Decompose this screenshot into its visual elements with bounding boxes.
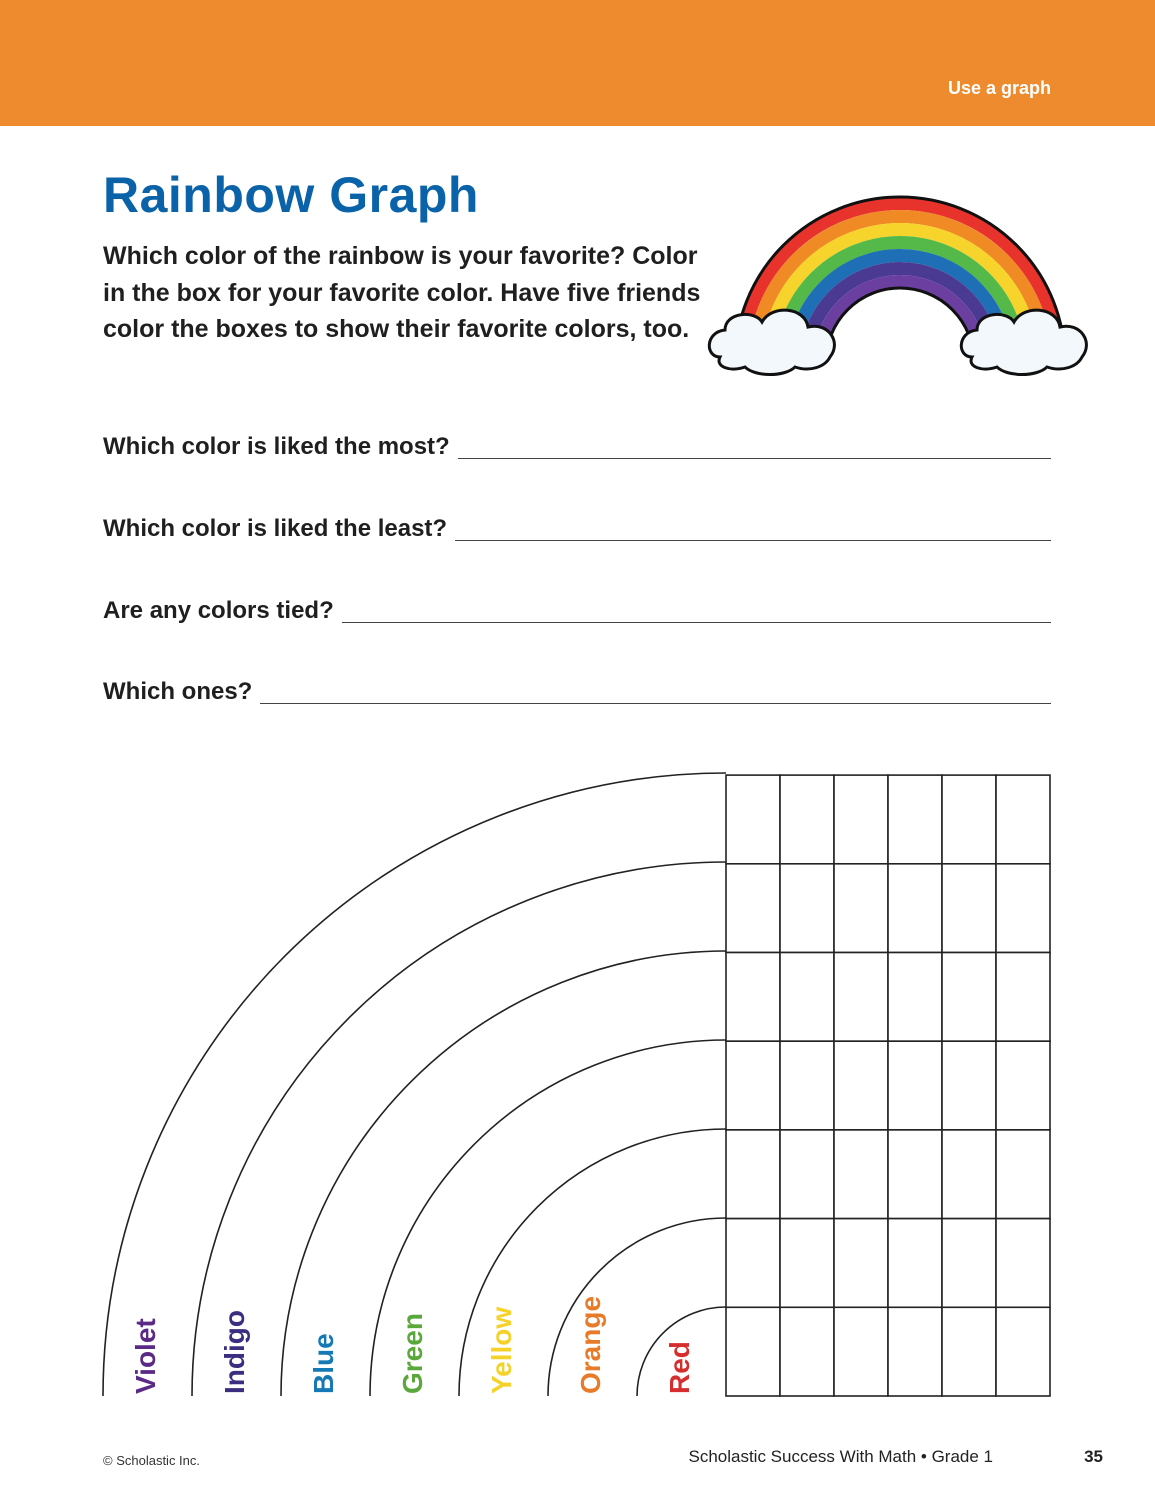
graph-box[interactable] [888,1041,942,1130]
graph-box[interactable] [888,1219,942,1308]
band-label-blue: Blue [307,1333,339,1394]
graph-box[interactable] [834,775,888,864]
graph-box[interactable] [996,953,1050,1042]
graph-box[interactable] [726,1041,780,1130]
graph-box[interactable] [834,1219,888,1308]
graph-box[interactable] [726,1307,780,1396]
graph-box[interactable] [834,1307,888,1396]
question-text: Which color is liked the least? [103,515,448,542]
header-tag: Use a graph [947,78,1051,98]
graph-box[interactable] [780,775,834,864]
graph-box[interactable] [726,864,780,953]
graph-box[interactable] [780,953,834,1042]
band-label-red: Red [663,1341,695,1394]
band-label-violet: Violet [129,1318,161,1394]
graph-box[interactable] [888,1307,942,1396]
graph-box[interactable] [726,1219,780,1308]
graph-box[interactable] [780,1130,834,1219]
graph-box[interactable] [726,1130,780,1219]
instructions: Which color of the rainbow is your favorite? Color in the box for your favorite color. Have five friends color the boxes to show their favorite colors, too. [103,242,701,343]
page-title: Rainbow Graph [103,167,479,223]
graph-box[interactable] [942,1041,996,1130]
graph-box[interactable] [888,953,942,1042]
copyright: © Scholastic Inc. [103,1453,201,1468]
graph-box[interactable] [942,1130,996,1219]
graph-box[interactable] [834,953,888,1042]
graph-box[interactable] [996,1307,1050,1396]
graph-arc [103,773,726,1396]
graph-box[interactable] [834,1041,888,1130]
graph-box[interactable] [888,864,942,953]
graph-box[interactable] [996,1130,1050,1219]
graph-box[interactable] [996,864,1050,953]
graph-box[interactable] [996,775,1050,864]
band-label-indigo: Indigo [218,1310,250,1394]
graph-arc [192,862,726,1396]
question-text: Are any colors tied? [103,597,334,624]
band-label-orange: Orange [574,1295,606,1394]
graph-box[interactable] [726,775,780,864]
graph-box[interactable] [834,1130,888,1219]
graph-box[interactable] [942,775,996,864]
band-label-yellow: Yellow [485,1306,517,1394]
graph-box[interactable] [942,953,996,1042]
graph-box[interactable] [726,953,780,1042]
graph-box[interactable] [780,1219,834,1308]
graph-box[interactable] [834,864,888,953]
band-label-green: Green [396,1313,428,1394]
graph-box[interactable] [942,864,996,953]
graph-box[interactable] [780,1307,834,1396]
page-number: 35 [1084,1447,1103,1466]
graph-box[interactable] [888,1130,942,1219]
graph-box[interactable] [780,1041,834,1130]
book-title: Scholastic Success With Math • Grade 1 [688,1447,993,1466]
graph-box[interactable] [996,1041,1050,1130]
graph-box[interactable] [780,864,834,953]
graph-box[interactable] [996,1219,1050,1308]
graph-box[interactable] [942,1307,996,1396]
question-text: Which ones? [103,678,253,705]
question-text: Which color is liked the most? [103,433,450,460]
graph-box[interactable] [942,1219,996,1308]
graph-box[interactable] [888,775,942,864]
